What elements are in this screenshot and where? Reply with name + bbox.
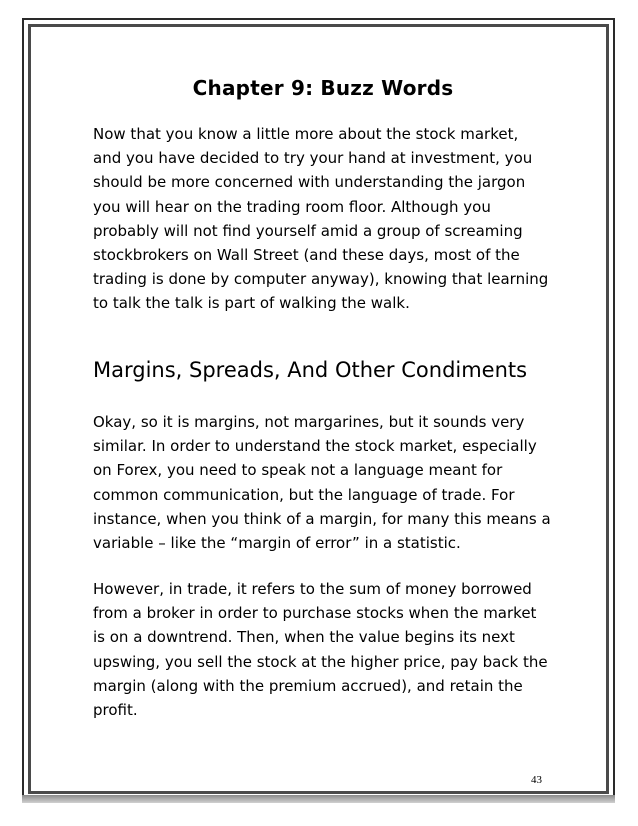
section-paragraph-1 (93, 410, 553, 555)
paragraph-line: should be more concerned with understanding the jargon (93, 173, 526, 192)
paragraph-line: However, in trade, it refers to the sum of money borrowed (93, 580, 532, 598)
chapter-title: Chapter 9: Buzz Words (192, 76, 454, 100)
paragraph-line: instance, when you think of a margin, for many this means a (93, 509, 551, 528)
intro-paragraph (93, 122, 553, 316)
paragraph-line: upswing, you sell the stock at the higher price, pay back the (93, 652, 548, 671)
paragraph-line: Okay, so it is margins, not margarines, but it sounds very (93, 413, 525, 431)
page-number: 43 (531, 774, 542, 786)
paragraph-line: to talk the talk is part of walking the walk. (93, 294, 410, 313)
paragraph-line: is on a downtrend. Then, when the value begins its next (93, 628, 515, 647)
paragraph-line: profit. (93, 701, 138, 720)
paragraph-line: and you have decided to try your hand at investment, you (93, 149, 533, 168)
section-heading: Margins, Spreads, And Other Condiments (93, 358, 528, 382)
paragraph-line: probably will not find yourself amid a group of screaming (93, 221, 523, 240)
paragraph-line: stockbrokers on Wall Street (and these days, most of the (93, 246, 520, 265)
paragraph-line: margin (along with the premium accrued), and retain the (93, 676, 523, 695)
paragraph-line: on Forex, you need to speak not a language meant for (93, 461, 503, 480)
paragraph-line: you will hear on the trading room floor. Although you (93, 197, 491, 216)
paragraph-line: variable – like the “margin of error” in a statistic. (93, 534, 461, 553)
paragraph-line: similar. In order to understand the stock market, especially (93, 437, 537, 456)
paragraph-line: from a broker in order to purchase stocks when the market (93, 604, 537, 623)
paragraph-line: common communication, but the language of trade. For (93, 485, 515, 504)
paragraph-line: trading is done by computer anyway), knowing that learning (93, 270, 549, 289)
paragraph-line: Now that you know a little more about the stock market, (93, 125, 519, 143)
section-paragraph-2 (93, 577, 553, 722)
page-border-shadow (22, 795, 615, 803)
